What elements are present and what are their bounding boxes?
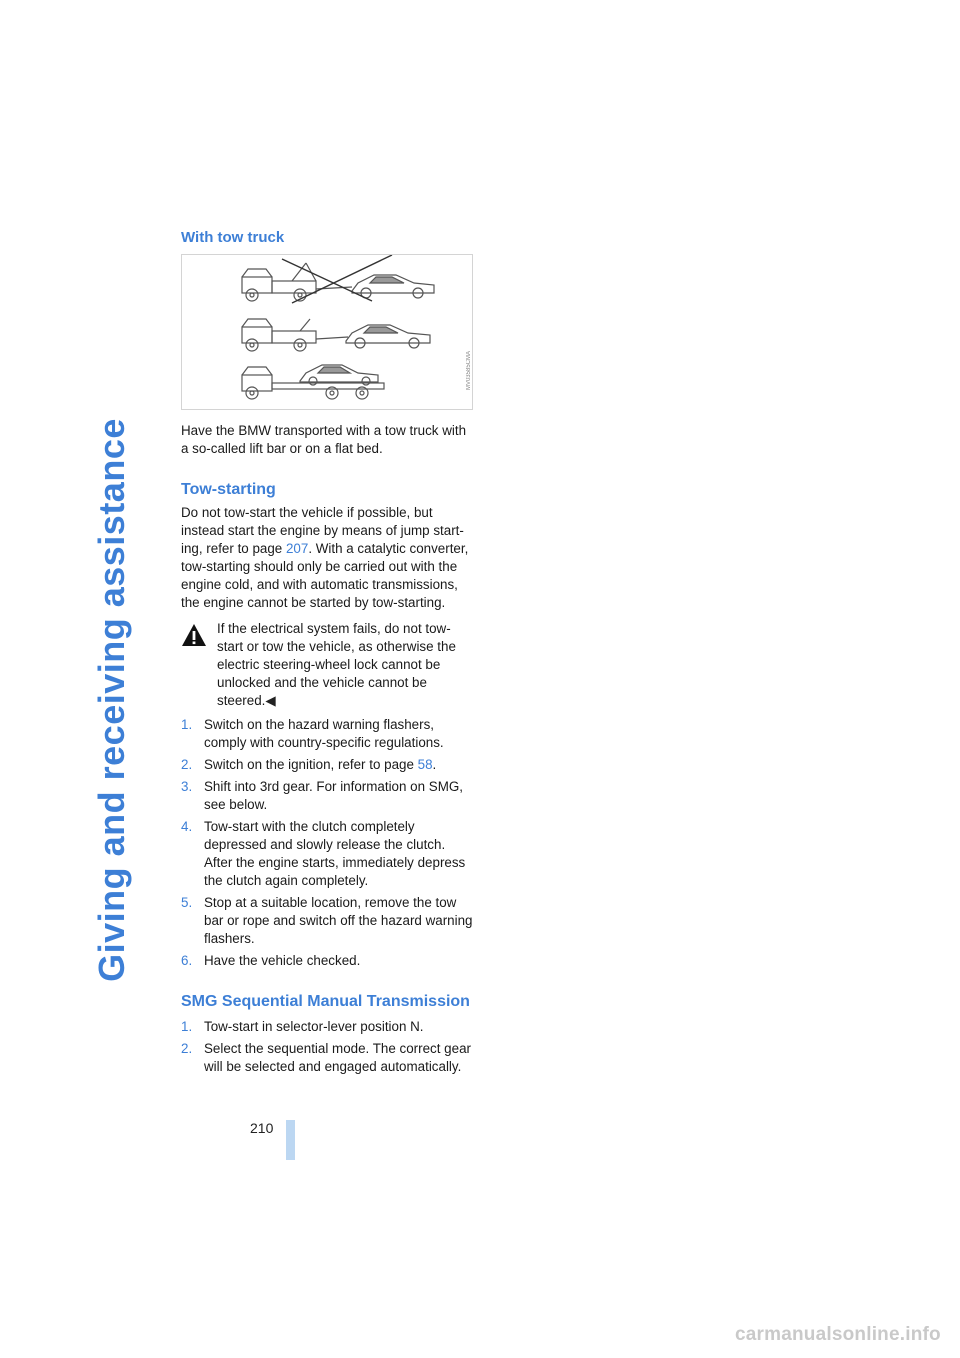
tow-truck-text: Have the BMW transported with a tow truck with a so-called lift bar or on a flat bed. — [181, 423, 467, 456]
list-item: 5. Stop at a suitable location, remove the tow bar or rope and switch off the hazard warning flashers. — [181, 895, 473, 946]
warning-triangle-icon — [181, 623, 207, 647]
page-link-207[interactable]: 207 — [285, 541, 309, 556]
tow-starting-steps — [181, 716, 473, 970]
car-drawing-1 — [352, 275, 434, 298]
list-item: 3. Shift into 3rd gear. For information on SMG, see below. — [181, 779, 464, 812]
car-drawing-3 — [300, 365, 378, 385]
tow-truck-heading: With tow truck — [181, 229, 285, 246]
tow-starting-intro: Do not tow-start the vehicle if possible, but instead start the engine by means of jump starting, refer to page 207. With a catalytic converter, tow-starting should only be carried out with the engine cold, and with automatic transmissions, the engine cannot be started by tow-starting. — [181, 505, 469, 610]
figure-code: MV03585CMA — [466, 351, 472, 391]
tow-truck-illustration — [181, 254, 473, 410]
warning-text: If the electrical system fails, do not tow-start or tow the vehicle, as otherwise the electric steering-wheel lock cannot be unlocked and the vehicle cannot be steered.◀ — [217, 621, 456, 708]
page-link-58[interactable]: 58 — [417, 757, 433, 772]
warning-note — [181, 620, 473, 710]
page-number: 210 — [250, 1120, 274, 1136]
smg-heading: SMG Sequential Manual Transmission — [181, 993, 470, 1010]
list-item: 2. Switch on the ignition, refer to page 58. — [181, 757, 437, 772]
tow-truck-drawing-2 — [242, 319, 348, 351]
list-item: 6. Have the vehicle checked. — [181, 953, 361, 968]
page-content — [181, 228, 473, 1080]
page-marker-bar — [286, 1120, 295, 1160]
tow-truck-diagram — [182, 255, 472, 409]
list-item: 1. Tow-start in selector-lever position N. — [181, 1019, 424, 1034]
tow-starting-heading: Tow-starting — [181, 481, 276, 498]
list-item: 2. Select the sequential mode. The correct gear will be selected and engaged automatically. — [181, 1041, 471, 1074]
smg-steps — [181, 1018, 473, 1076]
cross-line — [282, 259, 372, 301]
watermark: carmanualsonline.info — [735, 1324, 941, 1345]
end-marker-icon: ◀ — [265, 693, 276, 708]
car-drawing-2 — [346, 325, 430, 348]
chapter-title: Giving and receiving assistance — [91, 418, 132, 982]
list-item: 1. Switch on the hazard warning flashers, comply with country-specific regulations. — [181, 717, 444, 750]
list-item: 4. Tow-start with the clutch completely depressed and slowly release the clutch. After the engine starts, immediately depress the clutch again completely. — [181, 819, 466, 888]
